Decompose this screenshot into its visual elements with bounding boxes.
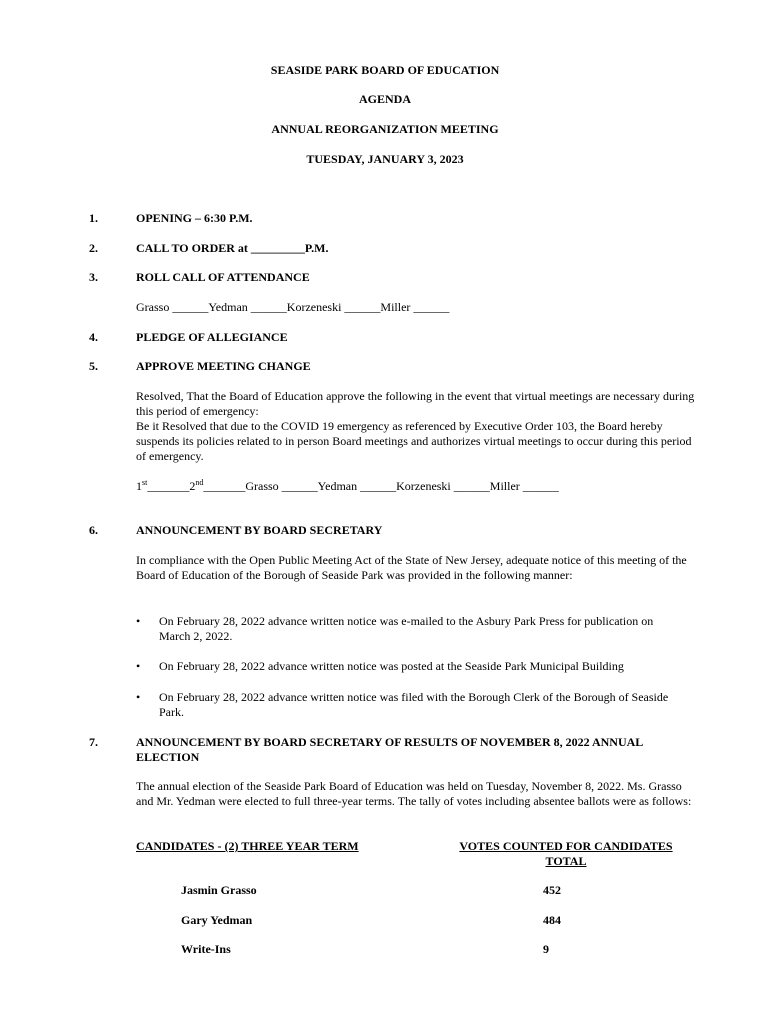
bullet-icon: • — [136, 690, 141, 704]
item-number: 5. — [89, 359, 98, 373]
resolution-paragraph — [136, 389, 696, 464]
compliance-paragraph: In compliance with the Open Public Meeting Act of the State of New Jersey, adequate notice of this meeting of the Board of Education of the Borough of Seaside Park was provided in the following manner: — [136, 553, 687, 582]
candidate-name: Jasmin Grasso — [181, 883, 257, 897]
item-heading-election-results: ANNOUNCEMENT BY BOARD SECRETARY OF RESULTS OF NOVEMBER 8, 2022 ANNUAL ELECTION — [136, 735, 643, 764]
second-label: _______2 — [147, 479, 196, 493]
item-heading-pledge: PLEDGE OF ALLEGIANCE — [136, 330, 288, 344]
notice-item: On February 28, 2022 advance written notice was posted at the Seaside Park Municipal Building — [159, 659, 624, 673]
second-sup: nd — [195, 478, 204, 487]
vote-members: _______Grasso ______Yedman ______Korzeneski ______Miller ______ — [203, 479, 559, 493]
notice-item: On February 28, 2022 advance written notice was filed with the Borough Clerk of the Borough of Seaside Park. — [159, 690, 669, 719]
votes-column-header: VOTES COUNTED FOR CANDIDATES — [459, 839, 673, 853]
election-paragraph: The annual election of the Seaside Park Board of Education was held on Tuesday, November 8, 2022. Ms. Grasso and Mr. Yedman were elected to full three-year terms. The tally of votes including absentee ballots were as follows: — [136, 779, 692, 808]
item-heading-roll-call: ROLL CALL OF ATTENDANCE — [136, 270, 310, 284]
meeting-date: TUESDAY, JANUARY 3, 2023 — [306, 152, 464, 166]
doc-title: AGENDA — [358, 92, 411, 106]
total-column-header: TOTAL — [545, 854, 587, 868]
item-heading-call-to-order: CALL TO ORDER at _________P.M. — [136, 241, 329, 255]
first-label: 1 — [136, 479, 142, 493]
item-number: 3. — [89, 270, 98, 284]
roll-call-line: Grasso ______Yedman ______Korzeneski ______Miller ______ — [136, 300, 450, 314]
item-heading-opening: OPENING – 6:30 P.M. — [136, 211, 253, 225]
motion-vote-line — [136, 479, 559, 494]
resolution-text-2: Be it Resolved that due to the COVID 19 emergency as referenced by Executive Order 103, the Board hereby suspends its policies related to in person Board meetings and authorizes virtual meetings to occur during this period of emergency. — [136, 419, 692, 463]
item-number: 6. — [89, 523, 98, 537]
candidate-name: Write-Ins — [181, 942, 231, 956]
meeting-type: ANNUAL REORGANIZATION MEETING — [271, 122, 499, 136]
resolution-text-1: Resolved, That the Board of Education approve the following in the event that virtual meetings are necessary during this period of emergency: — [136, 389, 695, 418]
candidate-name: Gary Yedman — [181, 913, 253, 927]
item-number: 7. — [89, 735, 98, 749]
item-number: 1. — [89, 211, 98, 225]
board-name: SEASIDE PARK BOARD OF EDUCATION — [270, 63, 500, 77]
candidate-votes: 452 — [543, 883, 561, 897]
bullet-icon: • — [136, 614, 141, 628]
item-heading-meeting-change: APPROVE MEETING CHANGE — [136, 359, 311, 373]
item-number: 4. — [89, 330, 98, 344]
notice-item: On February 28, 2022 advance written notice was e-mailed to the Asbury Park Press for publication on March 2, 2022. — [159, 614, 654, 643]
candidate-votes: 484 — [543, 913, 561, 927]
first-sup: st — [142, 478, 148, 487]
candidates-column-header: CANDIDATES - (2) THREE YEAR TERM — [136, 839, 359, 853]
item-number: 2. — [89, 241, 98, 255]
item-heading-announcement: ANNOUNCEMENT BY BOARD SECRETARY — [136, 523, 383, 537]
candidate-votes: 9 — [543, 942, 549, 956]
bullet-icon: • — [136, 659, 141, 673]
